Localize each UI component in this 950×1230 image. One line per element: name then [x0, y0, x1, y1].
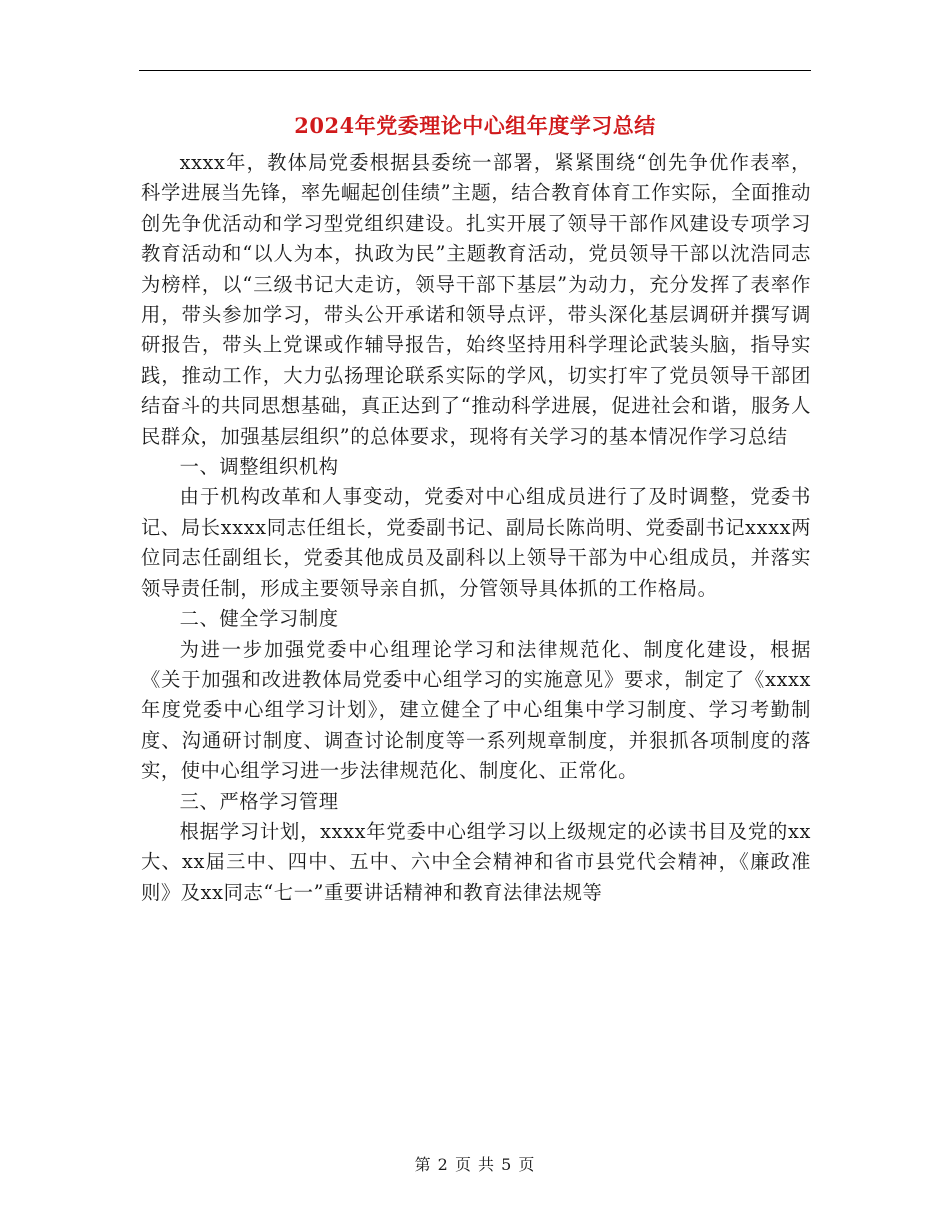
paragraph-section-2: 为进一步加强党委中心组理论学习和法律规范化、制度化建设，根据《关于加强和改进教体局党委中心组学习的实施意见》要求，制定了《xxxx年度党委中心组学习计划》，建立健全了中心组集中学习制度、学习考勤制度、沟通研讨制度、调查讨论制度等一系列规章制度，并狠抓各项制度的落实，使中心组学习进一步法律规范化、制度化、正常化。 — [141, 637, 811, 783]
section-heading-3: 三、严格学习管理 — [179, 789, 339, 813]
section-heading-2: 二、健全学习制度 — [179, 607, 339, 631]
header-rule — [139, 70, 811, 71]
document-title: 2024年党委理论中心组年度学习总结 — [294, 113, 656, 138]
section-heading-1: 一、调整组织机构 — [179, 455, 339, 479]
paragraph-intro: xxxx年，教体局党委根据县委统一部署，紧紧围绕“创先争优作表率，科学进展当先锋，率先崛起创佳绩”主题，结合教育体育工作实际，全面推动创先争优活动和学习型党组织建设。扎实开展了领导干部作风建设专项学习教育活动和“以人为本，执政为民”主题教育活动，党员领导干部以沈浩同志为榜样，以“三级书记大走访，领导干部下基层”为动力，充分发挥了表率作用，带头参加学习，带头公开承诺和领导点评，带头深化基层调研并撰写调研报告，带头上党课或作辅导报告，始终坚持用科学理论武装头脑，指导实践，推动工作，大力弘扬理论联系实际的学风，切实打牢了党员领导干部团结奋斗的共同思想基础，真正达到了“推动科学进展，促进社会和谐，服务人民群众，加强基层组织”的总体要求，现将有关学习的基本情况作学习总结 — [141, 151, 811, 448]
page-number-footer: 第 2 页 共 5 页 — [414, 1155, 536, 1174]
document-body — [141, 148, 811, 908]
paragraph-section-1: 由于机构改革和人事变动，党委对中心组成员进行了及时调整，党委书记、局长xxxx同志任组长，党委副书记、副局长陈尚明、党委副书记xxxx两位同志任副组长，党委其他成员及副科以上领导干部为中心组成员，并落实领导责任制，形成主要领导亲自抓，分管领导具体抓的工作格局。 — [141, 485, 811, 600]
paragraph-section-3: 根据学习计划，xxxx年党委中心组学习以上级规定的必读书目及党的xx大、xx届三中、四中、五中、六中全会精神和省市县党代会精神，《廉政准则》及xx同志“七一”重要讲话精神和教育法律法规等 — [141, 819, 811, 904]
